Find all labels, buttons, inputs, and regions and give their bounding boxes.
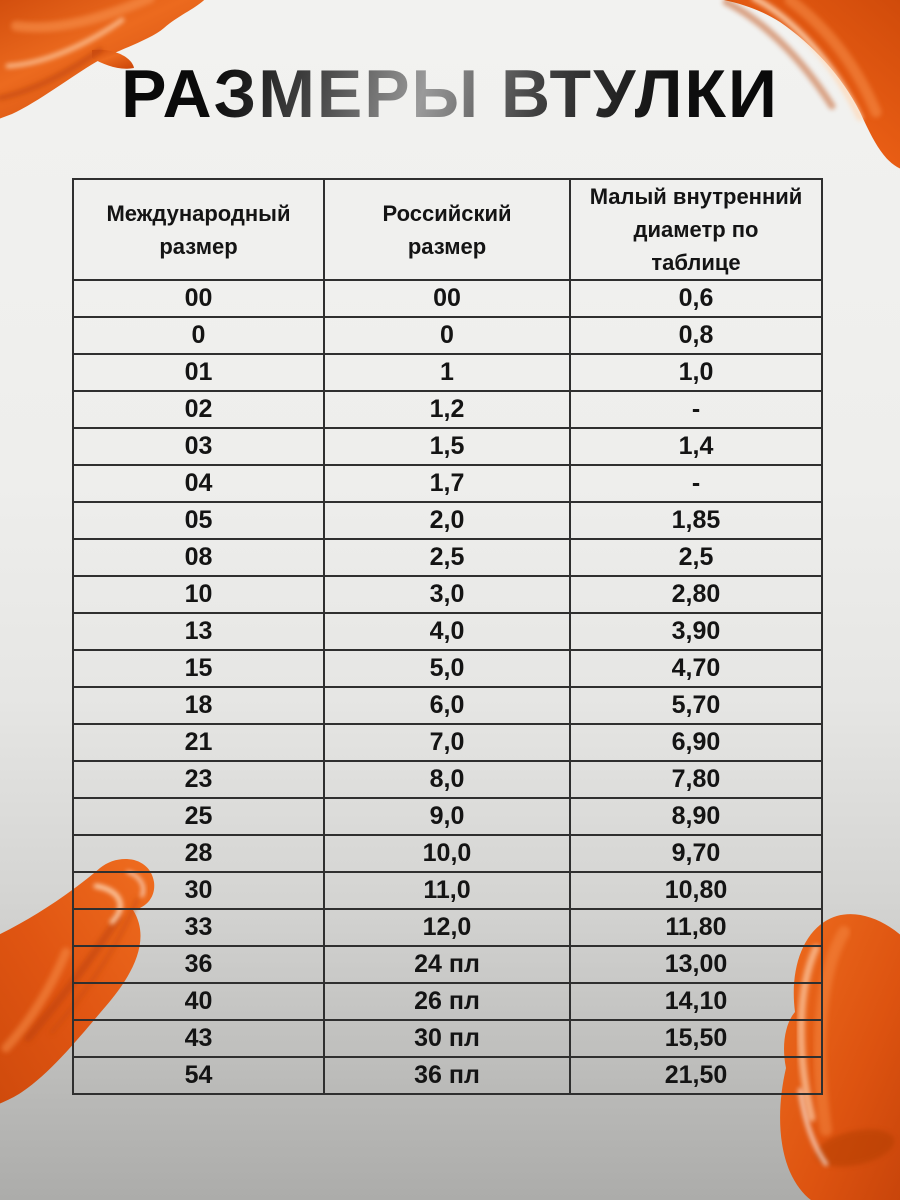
table-cell: 30 пл xyxy=(325,1021,571,1056)
table-cell: 4,70 xyxy=(671,654,721,682)
table-row xyxy=(74,503,821,540)
table-row xyxy=(74,799,821,836)
table-cell: 9,0 xyxy=(325,799,571,834)
table-cell: 0 xyxy=(325,318,571,353)
table-cell: 36 xyxy=(74,947,325,982)
table-cell: 1,85 xyxy=(671,506,721,534)
table-cell: 04 xyxy=(74,466,325,501)
table-cell: 2,5 xyxy=(325,540,571,575)
table-row xyxy=(74,392,821,429)
table-cell: 0,8 xyxy=(678,321,714,349)
table-cell: 1,7 xyxy=(325,466,571,501)
table-row xyxy=(74,762,821,799)
table-row xyxy=(74,614,821,651)
table-cell: 1,2 xyxy=(325,392,571,427)
table-row xyxy=(74,984,821,1021)
table-header-russian-size: Российский размер xyxy=(325,180,571,279)
table-cell: 26 пл xyxy=(325,984,571,1019)
table-cell: 02 xyxy=(74,392,325,427)
table-cell: 6,90 xyxy=(671,728,721,756)
table-cell: 15,50 xyxy=(664,1024,728,1052)
table-cell: 24 пл xyxy=(325,947,571,982)
table-cell: 2,5 xyxy=(678,543,714,571)
table-cell: 43 xyxy=(74,1021,325,1056)
table-cell: 1,5 xyxy=(325,429,571,464)
table-cell: 1,4 xyxy=(678,432,714,460)
table-cell: 5,70 xyxy=(671,691,721,719)
table-row xyxy=(74,873,821,910)
table-cell: 8,90 xyxy=(671,802,721,830)
page-title: РАЗМЕРЫ ВТУЛКИ xyxy=(0,60,900,128)
table-cell: 33 xyxy=(74,910,325,945)
table-cell: - xyxy=(691,395,701,423)
table-cell: 2,0 xyxy=(325,503,571,538)
table-cell: 14,10 xyxy=(664,987,728,1015)
table-cell: 1,0 xyxy=(678,358,714,386)
table-row xyxy=(74,1058,821,1093)
table-row xyxy=(74,577,821,614)
table-row xyxy=(74,910,821,947)
table-cell: 36 пл xyxy=(325,1058,571,1093)
table-cell: 54 xyxy=(74,1058,325,1093)
table-row xyxy=(74,281,821,318)
table-cell: 0,6 xyxy=(678,284,714,312)
table-cell: 03 xyxy=(74,429,325,464)
table-cell: 10,80 xyxy=(664,876,728,904)
table-cell: 23 xyxy=(74,762,325,797)
table-row xyxy=(74,836,821,873)
table-cell: 00 xyxy=(325,281,571,316)
table-cell: 3,90 xyxy=(671,617,721,645)
table-cell: 11,80 xyxy=(665,913,727,941)
table-cell: 40 xyxy=(74,984,325,1019)
table-cell: 13,00 xyxy=(664,950,728,978)
table-cell: 2,80 xyxy=(671,580,721,608)
table-cell: - xyxy=(691,469,701,497)
table-cell: 8,0 xyxy=(325,762,571,797)
table-cell: 05 xyxy=(74,503,325,538)
table-cell: 00 xyxy=(74,281,325,316)
table-cell: 30 xyxy=(74,873,325,908)
table-cell: 21 xyxy=(74,725,325,760)
table-row xyxy=(74,429,821,466)
table-cell: 1 xyxy=(325,355,571,390)
table-row xyxy=(74,466,821,503)
table-cell: 9,70 xyxy=(671,839,721,867)
table-body xyxy=(74,281,821,1093)
table-row xyxy=(74,947,821,984)
table-cell: 0 xyxy=(74,318,325,353)
table-cell: 25 xyxy=(74,799,325,834)
table-row xyxy=(74,540,821,577)
table-cell: 7,80 xyxy=(671,765,721,793)
table-header-row xyxy=(74,180,821,281)
table-cell: 10 xyxy=(74,577,325,612)
table-cell: 6,0 xyxy=(325,688,571,723)
table-cell: 10,0 xyxy=(325,836,571,871)
table-cell: 5,0 xyxy=(325,651,571,686)
table-row xyxy=(74,355,821,392)
table-row xyxy=(74,688,821,725)
table-row xyxy=(74,318,821,355)
table-header-international-size: Международный размер xyxy=(74,180,325,279)
table-cell: 11,0 xyxy=(325,873,571,908)
table-cell: 28 xyxy=(74,836,325,871)
table-cell: 08 xyxy=(74,540,325,575)
table-header-inner-diameter: Малый внутренний диаметр по таблице xyxy=(589,184,803,275)
table-cell: 3,0 xyxy=(325,577,571,612)
table-row xyxy=(74,725,821,762)
table-cell: 15 xyxy=(74,651,325,686)
table-cell: 21,50 xyxy=(664,1061,728,1089)
table-cell: 4,0 xyxy=(325,614,571,649)
table-cell: 01 xyxy=(74,355,325,390)
table-row xyxy=(74,651,821,688)
size-table xyxy=(72,178,823,1095)
table-row xyxy=(74,1021,821,1058)
table-cell: 18 xyxy=(74,688,325,723)
table-cell: 13 xyxy=(74,614,325,649)
table-cell: 7,0 xyxy=(325,725,571,760)
table-cell: 12,0 xyxy=(325,910,571,945)
